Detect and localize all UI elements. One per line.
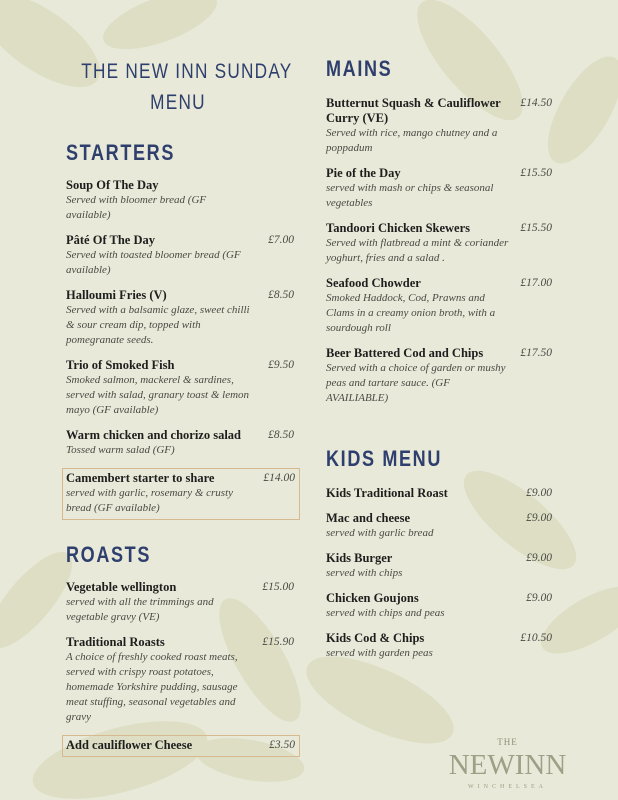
new-inn-logo (440, 736, 575, 796)
item-price: £8.50 (268, 289, 294, 301)
logo-name: NEWINN (448, 749, 567, 781)
item-description: served with garden peas (326, 647, 433, 659)
item-name: Warm chicken and chorizo salad (66, 428, 242, 442)
item-name: Pie of the Day (326, 166, 401, 180)
starters-list (66, 178, 296, 520)
roasts-heading: ROASTS (66, 542, 152, 567)
menu-item (66, 635, 296, 725)
menu-item (66, 178, 296, 223)
item-description: Tossed warm salad (GF) (66, 444, 175, 456)
item-price: £8.50 (268, 429, 294, 441)
item-price: £10.50 (520, 632, 552, 644)
menu-item (66, 580, 296, 625)
item-price: £14.50 (520, 97, 552, 109)
item-description: Smoked salmon, mackerel & sardines, served with salad, granary toast & lemon mayo (GF available) (66, 374, 250, 416)
item-price: £17.50 (520, 347, 552, 359)
item-name: Mac and cheese (326, 511, 411, 525)
item-description: Served with a choice of garden or mushy peas and tartare sauce. (GF AVAILIABLE) (326, 362, 506, 404)
item-name: Camembert starter to share (66, 471, 215, 485)
item-name: Traditional Roasts (66, 635, 165, 649)
item-description: Smoked Haddock, Cod, Prawns and Clams in a creamy onion broth, with a sourdough roll (326, 292, 496, 334)
menu-item (66, 428, 296, 458)
item-name: Vegetable wellington (66, 580, 177, 594)
item-description: Served with bloomer bread (GF available) (66, 194, 207, 221)
item-description: A choice of freshly cooked roast meats, served with crispy roast potatoes, homemade Yorkshire pudding, sausage meat stuffing, seasonal vegetables and gravy (66, 651, 238, 723)
menu-item (326, 511, 554, 541)
item-name: Seafood Chowder (326, 276, 421, 290)
item-name: Halloumi Fries (V) (66, 288, 167, 302)
starters-heading: STARTERS (66, 140, 176, 165)
kids-list (326, 486, 554, 661)
item-name: Kids Traditional Roast (326, 486, 448, 500)
item-price: £9.00 (526, 592, 552, 604)
item-price: £9.50 (268, 359, 294, 371)
item-description: served with garlic bread (326, 527, 434, 539)
item-name: Chicken Goujons (326, 591, 419, 605)
roasts-list (66, 580, 296, 757)
item-name: Kids Burger (326, 551, 393, 565)
item-name: Kids Cod & Chips (326, 631, 425, 645)
item-description: served with all the trimmings and vegetable gravy (VE) (66, 596, 214, 623)
item-description: Served with flatbread a mint & coriander yoghurt, fries and a salad . (326, 237, 509, 264)
item-description: served with chips and peas (326, 607, 445, 619)
item-name: Soup Of The Day (66, 178, 159, 192)
menu-title-line-2: MENU (150, 91, 206, 114)
menu-item (326, 591, 554, 621)
menu-title (60, 56, 296, 118)
left-column (66, 56, 296, 767)
menu-item (62, 468, 300, 520)
menu-item (326, 96, 554, 156)
item-price: £15.00 (262, 581, 294, 593)
item-name: Butternut Squash & Cauliflower Curry (VE) (326, 96, 501, 125)
menu-item (326, 166, 554, 211)
menu-item (326, 631, 554, 661)
item-price: £9.00 (526, 512, 552, 524)
right-column (326, 56, 554, 671)
menu-item (66, 288, 296, 348)
item-price: £14.00 (263, 472, 295, 484)
menu-item (66, 233, 296, 278)
menu-item (62, 735, 300, 757)
menu-item (326, 276, 554, 336)
item-description: Served with rice, mango chutney and a poppadum (326, 127, 498, 154)
item-name: Beer Battered Cod and Chips (326, 346, 484, 360)
menu-item (326, 221, 554, 266)
menu-item (66, 358, 296, 418)
item-price: £15.50 (520, 167, 552, 179)
kids-heading: KIDS MENU (326, 446, 442, 471)
item-price: £17.00 (520, 277, 552, 289)
item-price: £9.00 (526, 487, 552, 499)
item-name: Trio of Smoked Fish (66, 358, 175, 372)
item-description: served with mash or chips & seasonal vegetables (326, 182, 494, 209)
item-name: Add cauliflower Cheese (66, 738, 193, 752)
logo-place: WINCHELSEA (468, 784, 547, 790)
item-description: Served with toasted bloomer bread (GF available) (66, 249, 241, 276)
item-price: £15.50 (520, 222, 552, 234)
menu-item (326, 486, 554, 501)
item-name: Tandoori Chicken Skewers (326, 221, 471, 235)
logo-the: THE (497, 737, 518, 747)
item-price: £15.90 (262, 636, 294, 648)
mains-list (326, 96, 554, 406)
item-description: served with chips (326, 567, 403, 579)
item-price: £7.00 (268, 234, 294, 246)
item-price: £3.50 (269, 739, 295, 751)
item-description: Served with a balsamic glaze, sweet chilli & sour cream dip, topped with pomegranate seeds. (66, 304, 250, 346)
item-description: served with garlic, rosemary & crusty bread (GF available) (66, 487, 234, 514)
mains-heading: MAINS (326, 56, 393, 81)
menu-item (326, 346, 554, 406)
menu-item (326, 551, 554, 581)
item-price: £9.00 (526, 552, 552, 564)
menu-title-line-1: THE NEW INN SUNDAY (81, 60, 293, 83)
item-name: Pâté Of The Day (66, 233, 155, 247)
